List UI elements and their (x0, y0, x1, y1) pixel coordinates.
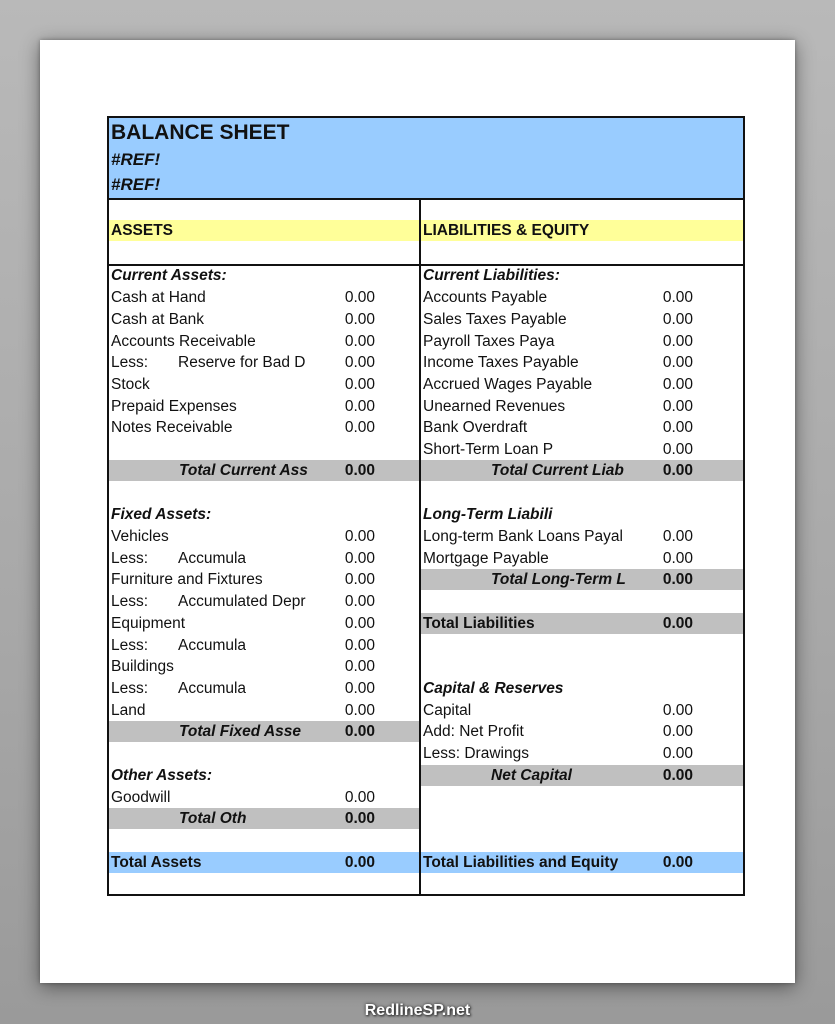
current-liabilities-label: Current Liabilities: (423, 267, 560, 284)
liability-row-label: Payroll Taxes Paya (423, 333, 555, 350)
column-divider (419, 198, 421, 896)
asset-row-sublabel: Accumula (178, 637, 246, 654)
liability-row-label: Accounts Payable (423, 289, 548, 306)
asset-row-label: Stock (111, 376, 150, 393)
ref-line-2: #REF! (111, 175, 161, 194)
total-assets-value: 0.00 (344, 854, 375, 871)
total-other-assets-value: 0.00 (344, 810, 375, 827)
capital-row-label: Add: Net Profit (423, 723, 524, 740)
asset-row-label: Equipment (111, 615, 186, 632)
capital-row-label: Less: Drawings (423, 745, 529, 762)
sheet-header (109, 118, 743, 200)
asset-row-value: 0.00 (344, 419, 375, 436)
total-liabilities-equity-value: 0.00 (662, 854, 693, 871)
liabilities-heading: LIABILITIES & EQUITY (423, 222, 590, 239)
asset-row-label: Buildings (111, 658, 174, 675)
asset-row-value: 0.00 (344, 398, 375, 415)
net-capital-value: 0.00 (662, 767, 693, 784)
total-long-term-value: 0.00 (662, 571, 693, 588)
liability-row-label: Long-term Bank Loans Payal (423, 528, 623, 545)
asset-row-value: 0.00 (344, 615, 375, 632)
total-fixed-assets-label: Total Fixed Asse (179, 723, 302, 740)
asset-row-sublabel: Accumula (178, 550, 246, 567)
asset-row-value: 0.00 (344, 333, 375, 350)
capital-row-value: 0.00 (662, 745, 693, 762)
liability-row-label: Unearned Revenues (423, 398, 566, 415)
asset-row-label: Land (111, 702, 146, 719)
total-fixed-assets-value: 0.00 (344, 723, 375, 740)
assets-heading: ASSETS (111, 222, 174, 239)
asset-row-label: Less: (111, 680, 149, 697)
liability-row-value: 0.00 (662, 289, 693, 306)
asset-row-label: Less: (111, 550, 149, 567)
asset-row-value: 0.00 (344, 789, 375, 806)
liability-row-value: 0.00 (662, 311, 693, 328)
fixed-assets-label: Fixed Assets: (111, 506, 212, 523)
total-current-assets-value: 0.00 (344, 462, 375, 479)
liability-row-value: 0.00 (662, 333, 693, 350)
asset-row-label: Cash at Hand (111, 289, 206, 306)
balance-sheet (107, 116, 745, 896)
total-long-term-label: Total Long-Term L (491, 571, 626, 588)
asset-row-label: Less: (111, 593, 149, 610)
current-assets-label: Current Assets: (111, 267, 227, 284)
capital-row-value: 0.00 (662, 723, 693, 740)
total-current-assets-label: Total Current Ass (179, 462, 308, 479)
asset-row-sublabel: Reserve for Bad D (178, 354, 306, 371)
asset-row-value: 0.00 (344, 593, 375, 610)
other-assets-label: Other Assets: (111, 767, 213, 784)
asset-row-value: 0.00 (344, 702, 375, 719)
capital-row-value: 0.00 (662, 702, 693, 719)
liability-row-value: 0.00 (662, 354, 693, 371)
capital-row-label: Capital (423, 702, 472, 719)
asset-row-sublabel: Accumulated Depr (178, 593, 306, 610)
liability-row-value: 0.00 (662, 550, 693, 567)
liability-row-value: 0.00 (662, 398, 693, 415)
total-liabilities-label: Total Liabilities (423, 615, 535, 632)
capital-reserves-label: Capital & Reserves (423, 680, 564, 697)
asset-row-label: Vehicles (111, 528, 169, 545)
asset-row-label: Less: (111, 637, 149, 654)
liability-row-value: 0.00 (662, 376, 693, 393)
total-other-assets-label: Total Oth (179, 810, 247, 827)
asset-row-label: Goodwill (111, 789, 171, 806)
asset-row-value: 0.00 (344, 550, 375, 567)
asset-row-value: 0.00 (344, 376, 375, 393)
liability-row-label: Short-Term Loan P (423, 441, 554, 458)
asset-row-label: Cash at Bank (111, 311, 205, 328)
asset-row-label: Notes Receivable (111, 419, 233, 436)
total-liabilities-equity-label: Total Liabilities and Equity (423, 854, 619, 871)
asset-row-sublabel: Accumula (178, 680, 246, 697)
asset-row-label: Accounts Receivable (111, 333, 256, 350)
sheet-title: BALANCE SHEET (111, 121, 290, 144)
asset-row-label: Less: (111, 354, 149, 371)
asset-row-value: 0.00 (344, 637, 375, 654)
liability-row-label: Bank Overdraft (423, 419, 528, 436)
asset-row-value: 0.00 (344, 528, 375, 545)
asset-row-value: 0.00 (344, 680, 375, 697)
liability-row-label: Mortgage Payable (423, 550, 549, 567)
asset-row-label: Prepaid Expenses (111, 398, 237, 415)
asset-row-label: Furniture and Fixtures (111, 571, 263, 588)
total-current-liabilities-label: Total Current Liab (491, 462, 624, 479)
asset-row-value: 0.00 (344, 289, 375, 306)
asset-row-value: 0.00 (344, 354, 375, 371)
asset-row-value: 0.00 (344, 658, 375, 675)
total-liabilities-value: 0.00 (662, 615, 693, 632)
liability-row-value: 0.00 (662, 528, 693, 545)
asset-row-value: 0.00 (344, 311, 375, 328)
watermark-text: RedlineSP.net (364, 1002, 471, 1019)
ref-line-1: #REF! (111, 150, 161, 169)
liability-row-value: 0.00 (662, 441, 693, 458)
liability-row-label: Sales Taxes Payable (423, 311, 567, 328)
liability-row-label: Accrued Wages Payable (423, 376, 593, 393)
asset-row-value: 0.00 (344, 571, 375, 588)
liability-row-value: 0.00 (662, 419, 693, 436)
liability-row-label: Income Taxes Payable (423, 354, 579, 371)
total-assets-label: Total Assets (111, 854, 202, 871)
long-term-liabilities-label: Long-Term Liabili (423, 506, 553, 523)
total-current-liabilities-value: 0.00 (662, 462, 693, 479)
net-capital-label: Net Capital (491, 767, 572, 784)
